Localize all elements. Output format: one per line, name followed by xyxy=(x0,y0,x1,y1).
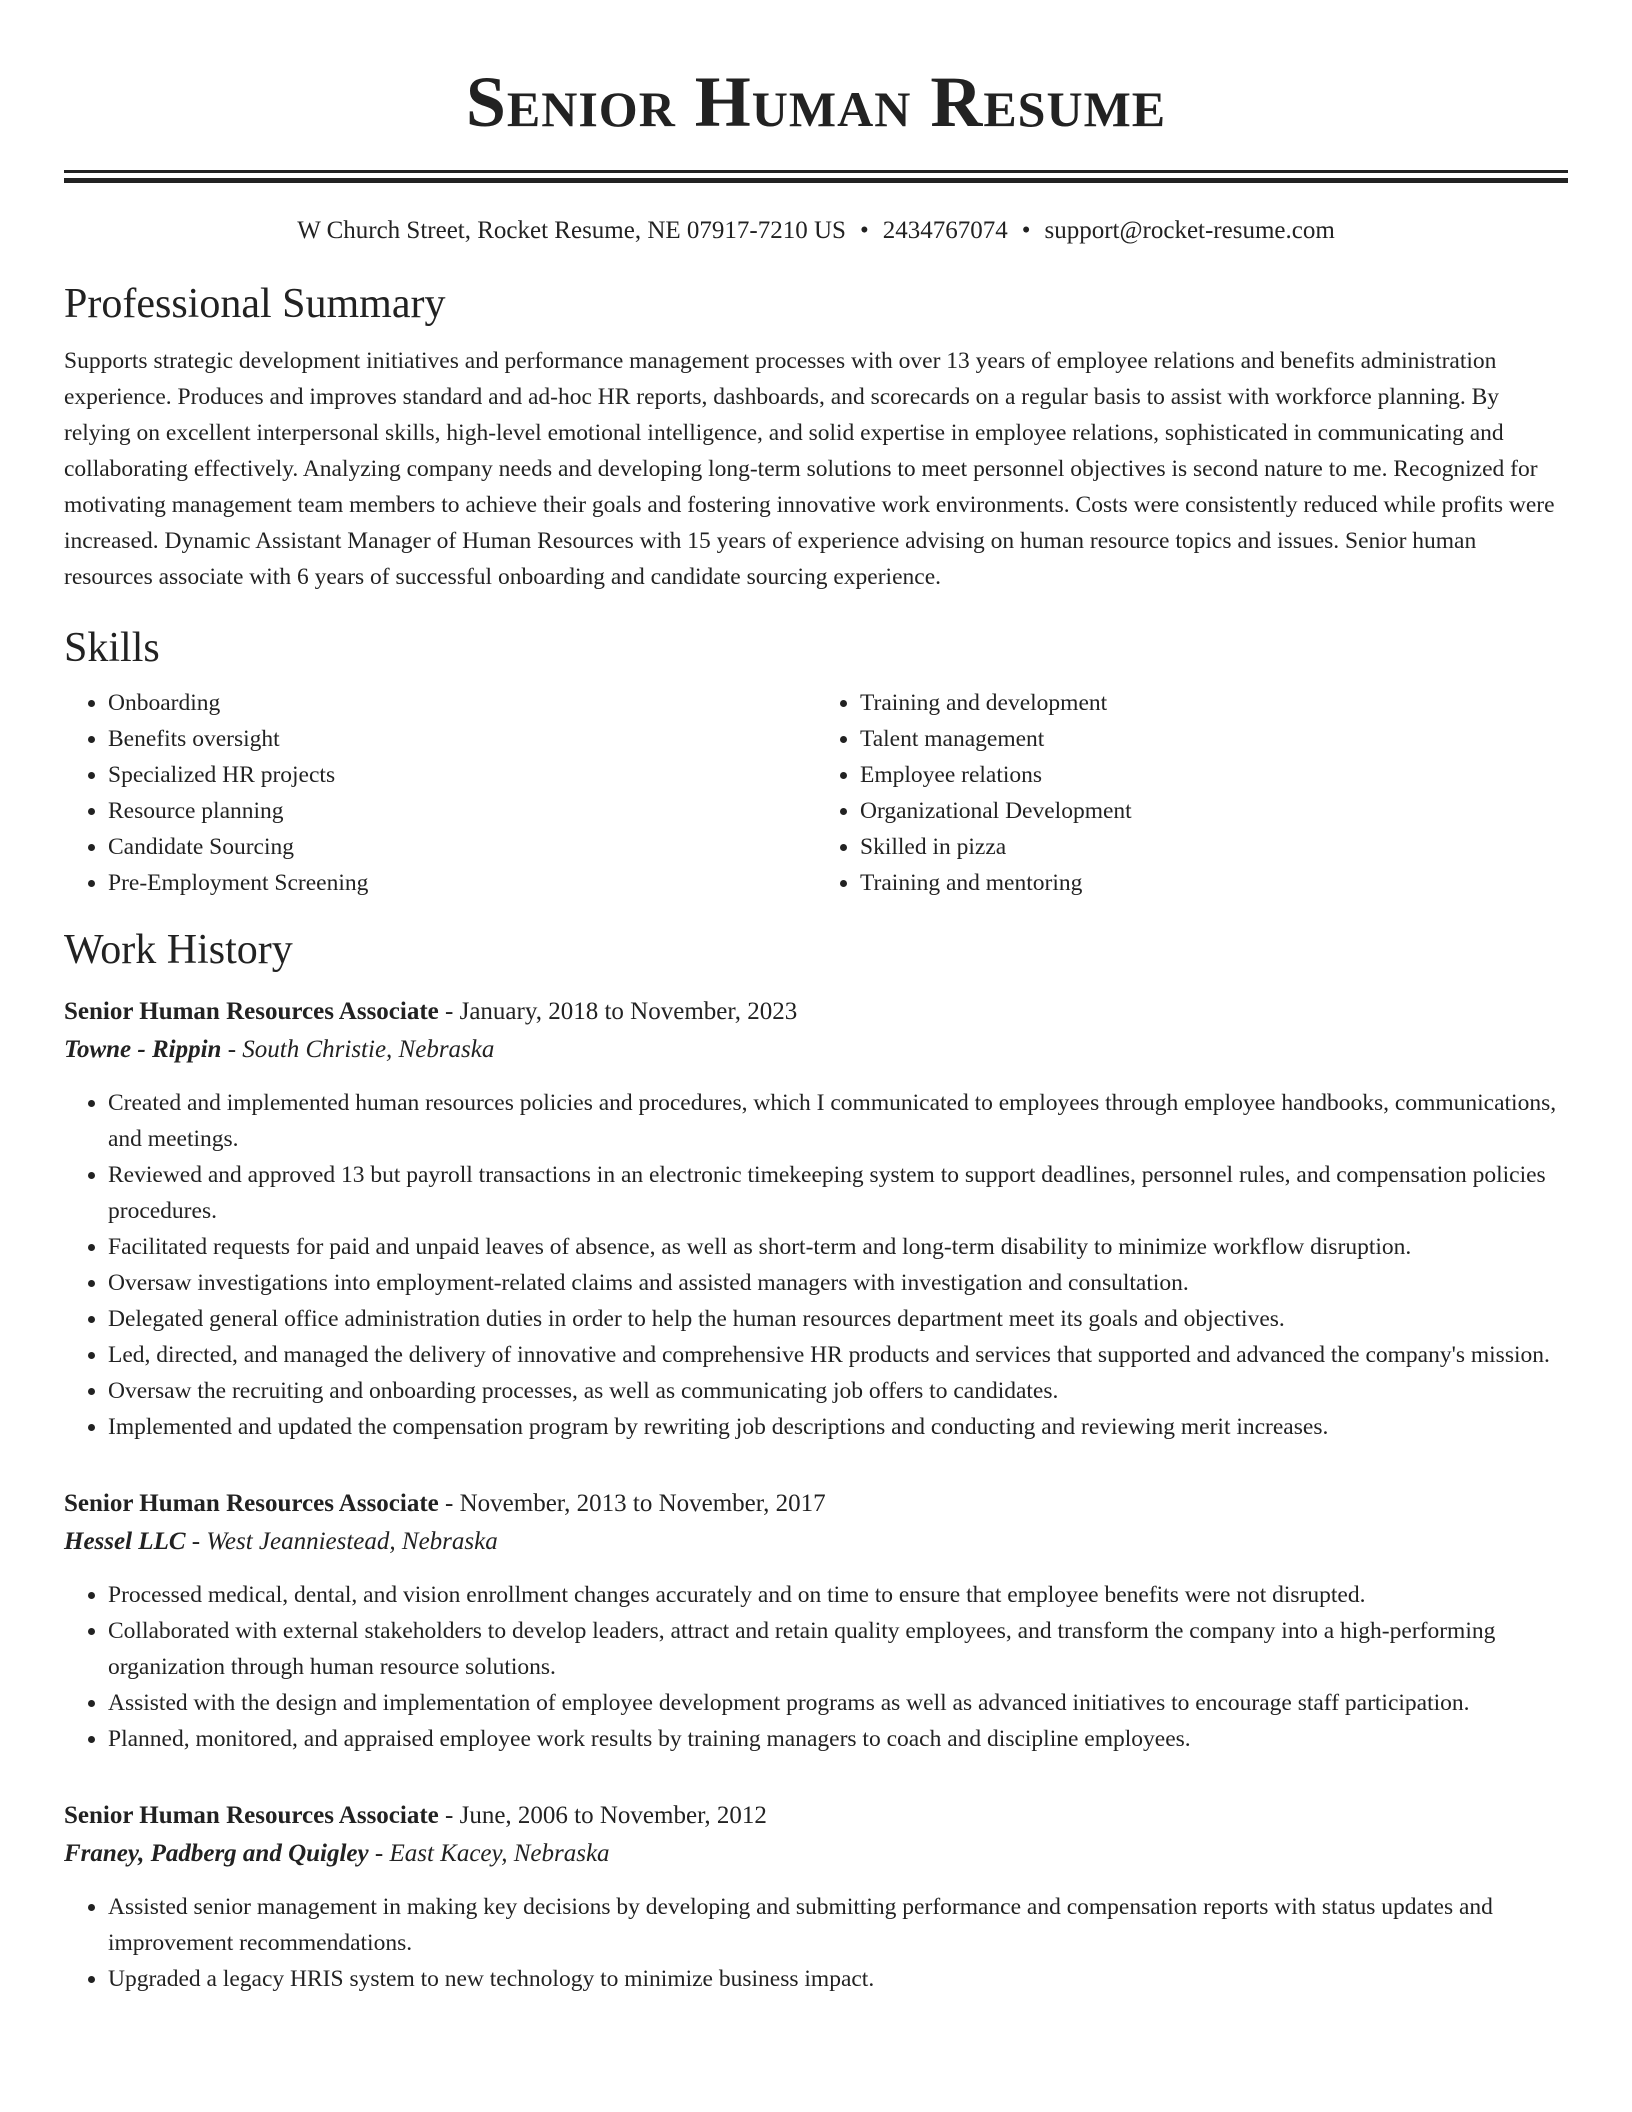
job-bullet: • Oversaw investigations into employment-related claims and assisted managers with investigation and consultation. xyxy=(108,1265,1568,1301)
job-bullet: • Led, directed, and managed the delivery of innovative and comprehensive HR products and services that supported and advanced the company's mission. xyxy=(108,1337,1568,1373)
job-bullet: • Delegated general office administration duties in order to help the human resources department meet its goals and objectives. xyxy=(108,1301,1568,1337)
job-company-line: Franey, Padberg and Quigley - East Kacey, Nebraska xyxy=(64,1840,610,1867)
job-bullet: • Planned, monitored, and appraised employee work results by training managers to coach and discipline employees. xyxy=(108,1721,1568,1757)
job-bullet: • Processed medical, dental, and vision enrollment changes accurately and on time to ensure that employee benefits were not disrupted. xyxy=(108,1577,1568,1613)
job-bullets xyxy=(64,1085,1568,1445)
summary-text: Supports strategic development initiatives and performance management processes with over 13 years of employee relations and benefits administration experience. Produces and improves standard and ad-hoc HR reports, dashboards, and scorecards on a regular basis to assist with workforce planning. By relying on excellent interpersonal skills, high-level emotional intelligence, and solid expertise in employee relations, sophisticated in communicating and collaborating effectively. Analyzing company needs and developing long-term solutions to meet personnel objectives is second nature to me. Recognized for motivating management team members to achieve their goals and fostering innovative work environments. Costs were consistently reduced while profits were increased. Dynamic Assistant Manager of Human Resources with 15 years of experience advising on human resource topics and issues. Senior human resources associate with 6 years of successful onboarding and candidate sourcing experience. xyxy=(64,348,1555,590)
job-title: Senior Human Resources Associate xyxy=(64,1490,439,1517)
contact-phone: 2434767074 xyxy=(882,217,1008,244)
skill-item: • Talent management xyxy=(860,721,1568,757)
job-company: Towne - Rippin xyxy=(64,1036,222,1063)
job-bullet: • Facilitated requests for paid and unpaid leaves of absence, as well as short-term and long-term disability to minimize workflow disruption. xyxy=(108,1229,1568,1265)
skill-item: • Employee relations xyxy=(860,757,1568,793)
job-bullet: • Collaborated with external stakeholders to develop leaders, attract and retain quality employees, and transform the company into a high-performing organization through human resource solutions. xyxy=(108,1613,1568,1685)
resume-name: Senior Human Resume xyxy=(465,62,1167,142)
contact-email: support@rocket-resume.com xyxy=(1044,217,1335,244)
contact-address: W Church Street, Rocket Resume, NE 07917-7210 US xyxy=(297,217,846,244)
skills-list xyxy=(64,685,1568,901)
skill-item: • Organizational Development xyxy=(860,793,1568,829)
job-entry xyxy=(64,1485,1568,1757)
job-location: South Christie, Nebraska xyxy=(242,1036,495,1063)
header-divider xyxy=(64,170,1568,183)
job-dates: June, 2006 to November, 2012 xyxy=(459,1802,767,1829)
skill-item: • Benefits oversight xyxy=(108,721,816,757)
job-location: West Jeanniestead, Nebraska xyxy=(206,1528,498,1555)
job-bullet: • Implemented and updated the compensation program by rewriting job descriptions and conducting and reviewing merit increases. xyxy=(108,1409,1568,1445)
job-bullet: • Assisted with the design and implementation of employee development programs as well as advanced initiatives to encourage staff participation. xyxy=(108,1685,1568,1721)
job-bullet: • Created and implemented human resources policies and procedures, which I communicated to employees through employee handbooks, communications, and meetings. xyxy=(108,1085,1568,1157)
resume-page xyxy=(64,0,1568,1997)
skill-item: • Pre-Employment Screening xyxy=(108,865,816,901)
job-bullets xyxy=(64,1577,1568,1757)
job-company-line: Hessel LLC - West Jeanniestead, Nebraska xyxy=(64,1528,498,1555)
job-title: Senior Human Resources Associate xyxy=(64,998,439,1025)
skill-item: • Onboarding xyxy=(108,685,816,721)
skill-item: • Training and development xyxy=(860,685,1568,721)
job-company: Hessel LLC xyxy=(64,1528,186,1555)
job-title-line: Senior Human Resources Associate - June, 2006 to November, 2012 xyxy=(64,1802,767,1829)
contact-separator: • xyxy=(859,217,869,244)
skill-item: • Skilled in pizza xyxy=(860,829,1568,865)
skill-item: • Training and mentoring xyxy=(860,865,1568,901)
job-company-line: Towne - Rippin - South Christie, Nebraska xyxy=(64,1036,495,1063)
contact-line xyxy=(64,215,1568,247)
job-location: East Kacey, Nebraska xyxy=(389,1840,610,1867)
summary-heading: Professional Summary xyxy=(64,281,446,327)
job-dates: November, 2013 to November, 2017 xyxy=(459,1490,826,1517)
work-history-heading: Work History xyxy=(64,927,293,973)
job-dates: January, 2018 to November, 2023 xyxy=(459,998,798,1025)
job-title-line: Senior Human Resources Associate - January, 2018 to November, 2023 xyxy=(64,998,798,1025)
skill-item: • Specialized HR projects xyxy=(108,757,816,793)
contact-separator: • xyxy=(1021,217,1031,244)
job-bullet: • Oversaw the recruiting and onboarding processes, as well as communicating job offers to candidates. xyxy=(108,1373,1568,1409)
skill-item: • Candidate Sourcing xyxy=(108,829,816,865)
job-entry xyxy=(64,1797,1568,1997)
job-bullets xyxy=(64,1889,1568,1997)
skill-item: • Resource planning xyxy=(108,793,816,829)
job-bullet: • Upgraded a legacy HRIS system to new technology to minimize business impact. xyxy=(108,1961,1568,1997)
job-title: Senior Human Resources Associate xyxy=(64,1802,439,1829)
skills-column-left xyxy=(64,685,816,901)
skills-column-right xyxy=(816,685,1568,901)
job-title-line: Senior Human Resources Associate - November, 2013 to November, 2017 xyxy=(64,1490,826,1517)
job-bullet: • Reviewed and approved 13 but payroll transactions in an electronic timekeeping system to support deadlines, personnel rules, and compensation policies procedures. xyxy=(108,1157,1568,1229)
skills-heading: Skills xyxy=(64,625,160,671)
job-company: Franey, Padberg and Quigley xyxy=(64,1840,369,1867)
job-entry xyxy=(64,993,1568,1445)
job-bullet: • Assisted senior management in making key decisions by developing and submitting performance and compensation reports with status updates and improvement recommendations. xyxy=(108,1889,1568,1961)
